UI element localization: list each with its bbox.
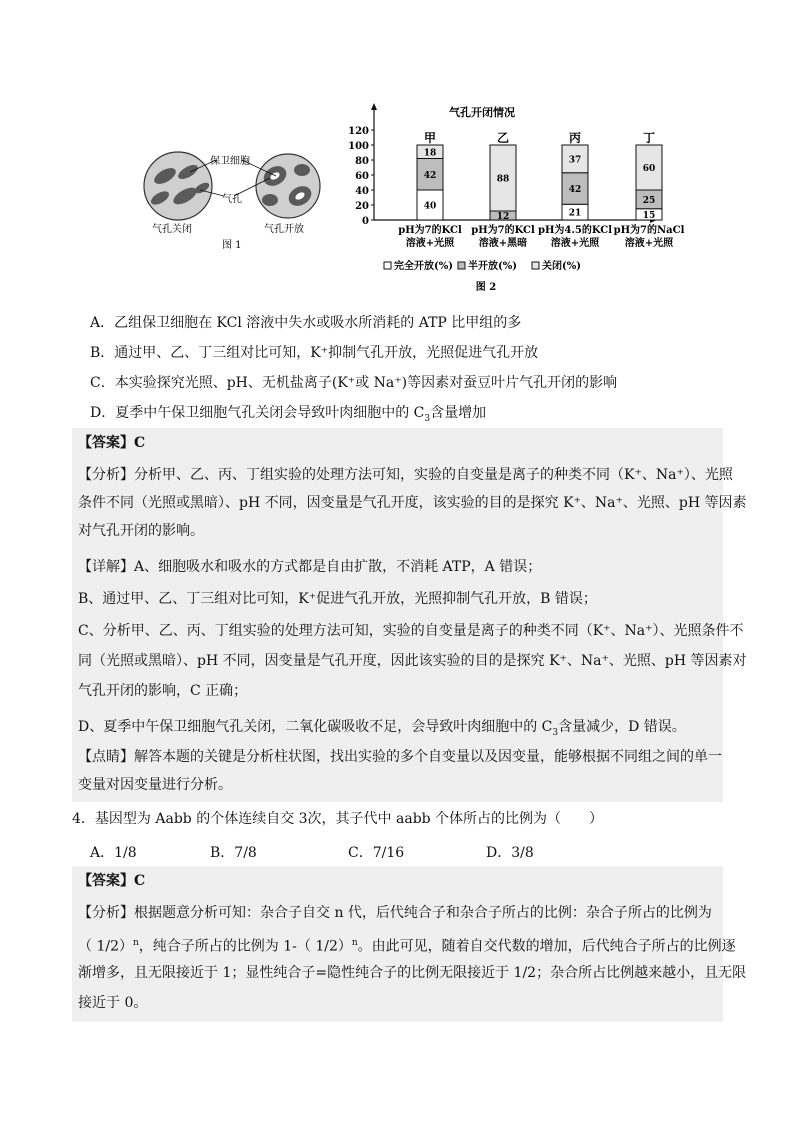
- q3-analysis-line-3: 对气孔开闭的影响。: [78, 523, 204, 539]
- q3-analysis-line-2: 条件不同（光照或黑暗）、pH 不同，因变量是气孔开度，该实验的目的是探究 K⁺、Na⁺、光照、pH 等因素: [78, 495, 747, 511]
- q4-analysis-line-2: （ 1/2）$^n$，纯合子所占的比例为 1-（ 1/2）$^n$。由此可见，随着自交代数的增加，后代纯合子所占的比例逐: [78, 938, 736, 955]
- q3-option-b: B．通过甲、乙、丁三组对比可知，K⁺抑制气孔开放，光照促进气孔开放: [90, 345, 539, 361]
- legend-swatch: [532, 262, 539, 269]
- x-category-label-line-2: 溶液+光照: [550, 238, 600, 249]
- q4-analysis-line-4: 接近于 0。: [78, 995, 148, 1011]
- q4-option-b: B．7/8: [210, 845, 257, 861]
- y-tick-label: 60: [355, 171, 369, 182]
- y-tick-label: 20: [355, 201, 369, 212]
- q4-answer: 【答案】C: [78, 873, 146, 889]
- legend-label: 半开放(%): [468, 261, 517, 272]
- q4-analysis-line-3: 渐增多，且无限接近于 1；显性纯合子=隐性纯合子的比例无限接近于 1/2；杂合所占比例越来越小，且无限: [78, 965, 747, 981]
- q3-detail-a: 【详解】A、细胞吸水和吸水的方式都是自由扩散，不消耗 ATP，A 错误；: [78, 559, 542, 575]
- q3-tip-line-1: 【点睛】解答本题的关键是分析柱状图，找出实验的多个自变量以及因变量，能够根据不同组之间的单一: [78, 749, 722, 765]
- figure-2-bar-chart: [330, 100, 685, 300]
- bar-value-label: 40: [423, 201, 437, 212]
- y-tick-label: 120: [348, 126, 369, 137]
- y-tick-label: 80: [355, 156, 369, 167]
- q3-tip-line-2: 变量对因变量进行分析。: [78, 777, 232, 793]
- q4-option-d: D．3/8: [486, 845, 534, 861]
- x-category-label-line-2: 溶液+光照: [624, 238, 674, 249]
- q3-detail-c-line-2: 同（光照或黑暗）、pH 不同，因变量是气孔开度，因此该实验的目的是探究 K⁺、Na⁺、光照、pH 等因素对: [78, 653, 747, 669]
- x-category-label-line-1: pH为7的KCl: [471, 225, 535, 236]
- legend-swatch: [384, 262, 391, 269]
- q4-option-c: C．7/16: [348, 845, 405, 861]
- label-stoma: 气孔: [222, 194, 242, 205]
- legend-label: 关闭(%): [542, 261, 581, 272]
- bar-value-label: 60: [642, 164, 656, 174]
- x-category-label-line-1: pH为4.5的KCl: [537, 225, 613, 236]
- y-tick-label: 40: [355, 186, 369, 197]
- legend-swatch: [458, 262, 465, 269]
- y-axis-arrow: [371, 103, 377, 110]
- label-guard-cell: 保卫细胞: [210, 156, 250, 167]
- q3-detail-c-line-1: C、分析甲、乙、丙、丁组实验的处理方法可知，实验的自变量是离子的种类不同（K⁺、Na⁺）、光照条件不: [78, 623, 744, 639]
- q3-answer: 【答案】C: [78, 435, 146, 451]
- x-category-label-line-2: 溶液+黑暗: [478, 238, 528, 249]
- chart-title: 气孔开闭情况: [449, 106, 515, 119]
- group-label: 丙: [568, 131, 582, 145]
- legend-label: 完全开放(%): [394, 261, 453, 272]
- q3-explanation-block: [72, 428, 747, 802]
- caption-open: 气孔开放: [264, 224, 304, 235]
- figure-1-stomata: [130, 148, 330, 258]
- bar-value-label: 25: [642, 195, 656, 206]
- group-label: 乙: [496, 131, 510, 145]
- q3-analysis-line-1: 【分析】分析甲、乙、丙、丁组实验的处理方法可知，实验的自变量是离子的种类不同（K⁺、Na⁺）、光照: [78, 467, 733, 483]
- bar-value-label: 88: [496, 174, 510, 185]
- bar-value-label: 18: [423, 148, 437, 159]
- q3-detail-d: D、夏季中午保卫细胞气孔关闭，二氧化碳吸收不足，会导致叶肉细胞中的 $C_3$含量减少，D 错误。: [78, 719, 686, 738]
- q4-stem: 4．基因型为 Aabb 的个体连续自交 3次，其子代中 aabb 个体所占的比例为（ ）: [72, 811, 604, 827]
- bar-value-label: 42: [568, 185, 582, 195]
- q3-detail-b: B、通过甲、乙、丁三组对比可知，K⁺促进气孔开放，光照抑制气孔开放，B 错误；: [78, 591, 597, 607]
- group-label: 甲: [423, 131, 437, 145]
- q4-analysis-line-1: 【分析】根据题意分析可知：杂合子自交 n 代，后代纯合子和杂合子所占的比例：杂合子所占的比例为: [78, 905, 712, 921]
- q3-option-a: A．乙组保卫细胞在 KCl 溶液中失水或吸水所消耗的 ATP 比甲组的多: [90, 315, 522, 331]
- q3-option-c: C．本实验探究光照、pH、无机盐离子(K⁺或 Na⁺)等因素对蚕豆叶片气孔开闭的影响: [90, 375, 618, 391]
- q3-option-d: D．夏季中午保卫细胞气孔关闭会导致叶肉细胞中的 $C_3$含量增加: [90, 405, 487, 424]
- bar-value-label: 12: [496, 212, 510, 222]
- x-category-label-line-2: 溶液+光照: [405, 238, 455, 249]
- bar-value-label: 37: [568, 155, 582, 166]
- q4-option-a: A．1/8: [90, 845, 137, 861]
- figure-1-label: 图 1: [222, 240, 242, 251]
- x-category-label-line-1: pH为7的NaCl: [613, 225, 685, 236]
- figure-2-label: 图 2: [475, 282, 497, 293]
- q3-detail-c-line-3: 气孔开闭的影响，C 正确；: [78, 683, 248, 699]
- bar-value-label: 15: [642, 210, 656, 221]
- caption-closed: 气孔关闭: [152, 224, 192, 235]
- q4-explanation-block: [72, 866, 747, 1022]
- y-tick-label: 100: [348, 141, 369, 152]
- open-stoma-cell-image: [256, 154, 320, 218]
- group-label: 丁: [642, 131, 656, 145]
- x-category-label-line-1: pH为7的KCl: [398, 225, 462, 236]
- y-tick-label: 0: [362, 216, 369, 227]
- bar-value-label: 42: [423, 170, 437, 181]
- bar-value-label: 21: [568, 208, 582, 219]
